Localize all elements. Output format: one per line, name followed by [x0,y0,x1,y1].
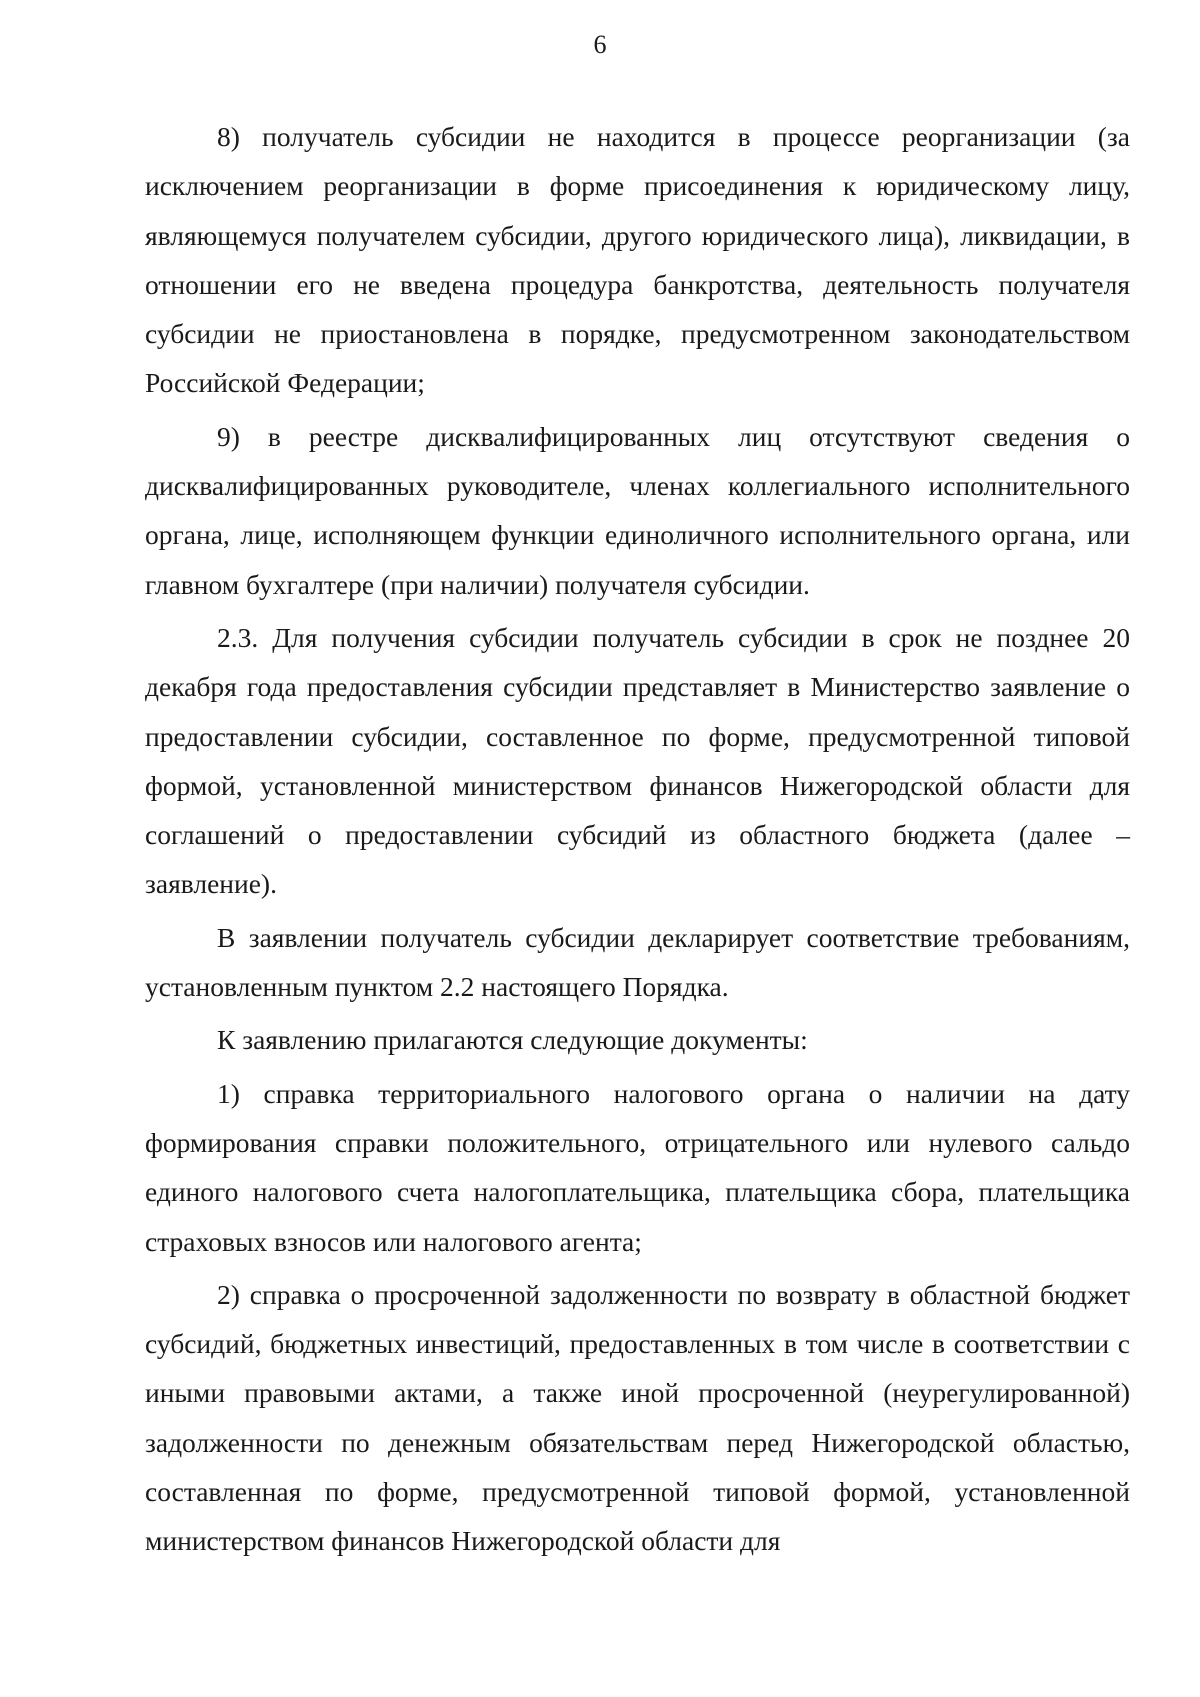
paragraph-document-1: 1) справка территориального налогового органа о наличии на дату формирования справки положительного, отрицательного или нулевого сальдо единого налогового счета налогоплательщика, плательщика сбора, плательщика страховых взносов или налогового агента; [145,1077,1130,1257]
document-body [145,112,1130,1570]
paragraph-item-8: 8) получатель субсидии не находится в процессе реорганизации (за исключением реорганизации в форме присоединения к юридическому лицу, являющемуся получателем субсидии, другого юридического лица), ликвидации, в отношении его не введена процедура банкротства, деятельность получателя субсидии не приостановлена в порядке, предусмотренном законодательством Российской Федерации; [145,121,1130,399]
paragraph-section-2-3: 2.3. Для получения субсидии получатель субсидии в срок не позднее 20 декабря года предоставления субсидии представляет в Министерство заявление о предоставлении субсидии, составленное по форме, предусмотренной типовой формой, установленной министерством финансов Нижегородской области для соглашений о предоставлении субсидий из областного бюджета (далее – заявление). [145,621,1130,900]
page-number: 6 [593,30,607,59]
paragraph-declaration: В заявлении получатель субсидии декларирует соответствие требованиям, установленным пунктом 2.2 настоящего Порядка. [145,921,1130,1003]
paragraph-item-9: 9) в реестре дисквалифицированных лиц отсутствуют сведения о дисквалифицированных руководителе, членах коллегиального исполнительного органа, лице, исполняющем функции единоличного исполнительного органа, или главном бухгалтере (при наличии) получателя субсидии. [145,420,1130,600]
paragraph-documents-intro: К заявлению прилагаются следующие документы: [217,1024,808,1056]
paragraph-document-2: 2) справка о просроченной задолженности по возврату в областной бюджет субсидий, бюджетных инвестиций, предоставленных в том числе в соответствии с иными правовыми актами, а также иной просроченной (неурегулированной) задолженности по денежным обязательствам перед Нижегородской областью, составленная по форме, предусмотренной типовой формой, установленной министерством финансов Нижегородской области для [145,1278,1130,1557]
